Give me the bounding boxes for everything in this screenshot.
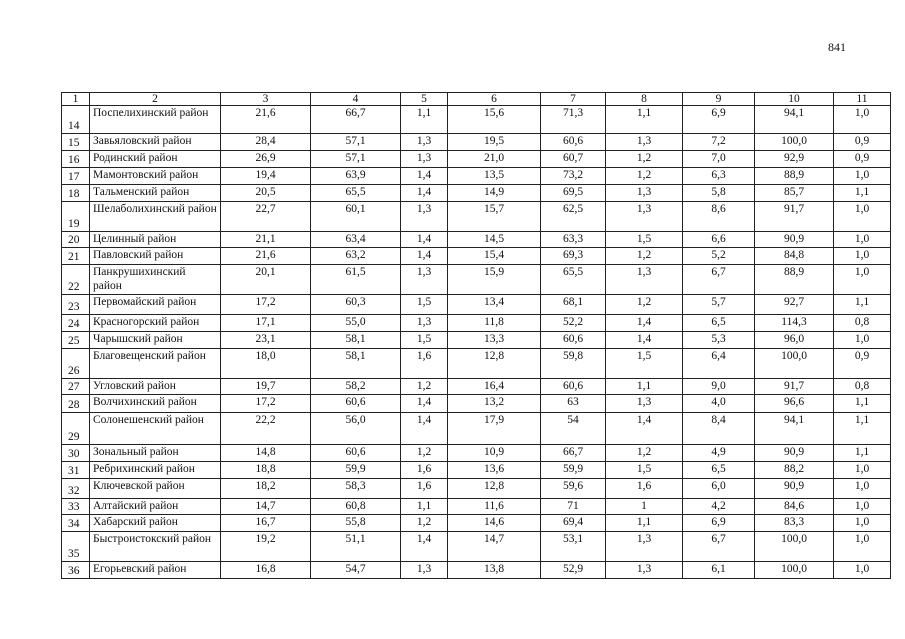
value-cell: 60,1 <box>311 202 401 232</box>
district-name: Алтайский район <box>90 499 221 515</box>
value-cell: 1 <box>606 499 683 515</box>
value-cell: 65,5 <box>541 265 606 295</box>
value-cell: 23,1 <box>221 332 311 349</box>
value-cell: 1,0 <box>834 168 891 185</box>
value-cell: 60,6 <box>311 445 401 462</box>
value-cell: 52,9 <box>541 562 606 579</box>
row-number: 28 <box>62 395 90 413</box>
value-cell: 91,7 <box>755 202 834 232</box>
value-cell: 10,9 <box>448 445 541 462</box>
row-number: 36 <box>62 562 90 579</box>
value-cell: 71,3 <box>541 106 606 134</box>
value-cell: 65,5 <box>311 185 401 202</box>
value-cell: 100,0 <box>755 532 834 562</box>
value-cell: 1,0 <box>834 232 891 248</box>
table-row <box>62 379 891 395</box>
column-header: 9 <box>683 93 755 106</box>
value-cell: 52,2 <box>541 315 606 332</box>
value-cell: 62,5 <box>541 202 606 232</box>
value-cell: 1,4 <box>401 185 448 202</box>
value-cell: 13,4 <box>448 295 541 315</box>
column-header: 6 <box>448 93 541 106</box>
value-cell: 5,8 <box>683 185 755 202</box>
value-cell: 56,0 <box>311 413 401 445</box>
value-cell: 1,1 <box>834 185 891 202</box>
value-cell: 1,3 <box>606 395 683 413</box>
value-cell: 14,7 <box>448 532 541 562</box>
value-cell: 6,7 <box>683 265 755 295</box>
value-cell: 6,9 <box>683 106 755 134</box>
value-cell: 6,1 <box>683 562 755 579</box>
value-cell: 1,3 <box>401 562 448 579</box>
district-name: Родинский район <box>90 151 221 168</box>
value-cell: 1,5 <box>606 462 683 479</box>
value-cell: 0,8 <box>834 379 891 395</box>
value-cell: 55,8 <box>311 515 401 532</box>
value-cell: 16,4 <box>448 379 541 395</box>
table-row <box>62 134 891 151</box>
value-cell: 1,1 <box>606 106 683 134</box>
value-cell: 100,0 <box>755 349 834 379</box>
district-name: Ключевской район <box>90 479 221 499</box>
value-cell: 8,4 <box>683 413 755 445</box>
value-cell: 1,5 <box>401 295 448 315</box>
table-row <box>62 445 891 462</box>
value-cell: 1,4 <box>401 413 448 445</box>
district-name: Павловский район <box>90 248 221 265</box>
value-cell: 12,8 <box>448 479 541 499</box>
row-number: 20 <box>62 232 90 248</box>
header-row <box>62 93 891 106</box>
row-number: 24 <box>62 315 90 332</box>
row-number: 35 <box>62 532 90 562</box>
value-cell: 28,4 <box>221 134 311 151</box>
value-cell: 88,2 <box>755 462 834 479</box>
value-cell: 1,3 <box>401 315 448 332</box>
district-name: Красногорский район <box>90 315 221 332</box>
value-cell: 1,0 <box>834 248 891 265</box>
value-cell: 1,1 <box>401 499 448 515</box>
value-cell: 1,3 <box>606 265 683 295</box>
value-cell: 4,0 <box>683 395 755 413</box>
value-cell: 22,2 <box>221 413 311 445</box>
value-cell: 21,1 <box>221 232 311 248</box>
value-cell: 85,7 <box>755 185 834 202</box>
value-cell: 84,6 <box>755 499 834 515</box>
row-number: 27 <box>62 379 90 395</box>
value-cell: 54,7 <box>311 562 401 579</box>
value-cell: 16,7 <box>221 515 311 532</box>
value-cell: 19,4 <box>221 168 311 185</box>
value-cell: 60,6 <box>541 379 606 395</box>
value-cell: 5,7 <box>683 295 755 315</box>
district-name: Чарышский район <box>90 332 221 349</box>
value-cell: 1,0 <box>834 532 891 562</box>
value-cell: 19,2 <box>221 532 311 562</box>
district-name: Благовещенский район <box>90 349 221 379</box>
value-cell: 69,5 <box>541 185 606 202</box>
value-cell: 58,1 <box>311 332 401 349</box>
district-name: Солонешенский район <box>90 413 221 445</box>
value-cell: 92,7 <box>755 295 834 315</box>
row-number: 22 <box>62 265 90 295</box>
table-row <box>62 315 891 332</box>
value-cell: 6,6 <box>683 232 755 248</box>
value-cell: 21,6 <box>221 248 311 265</box>
value-cell: 59,9 <box>541 462 606 479</box>
district-name: Тальменский район <box>90 185 221 202</box>
district-name: Панкрушихинский район <box>90 265 221 295</box>
value-cell: 92,9 <box>755 151 834 168</box>
value-cell: 84,8 <box>755 248 834 265</box>
value-cell: 1,0 <box>834 106 891 134</box>
table-row <box>62 349 891 379</box>
value-cell: 1,1 <box>606 379 683 395</box>
district-name: Мамонтовский район <box>90 168 221 185</box>
row-number: 30 <box>62 445 90 462</box>
value-cell: 18,2 <box>221 479 311 499</box>
value-cell: 88,9 <box>755 265 834 295</box>
table-row <box>62 395 891 413</box>
value-cell: 19,7 <box>221 379 311 395</box>
district-name: Шелаболихинский район <box>90 202 221 232</box>
value-cell: 1,0 <box>834 462 891 479</box>
value-cell: 1,1 <box>834 295 891 315</box>
district-name: Первомайский район <box>90 295 221 315</box>
value-cell: 63 <box>541 395 606 413</box>
value-cell: 14,5 <box>448 232 541 248</box>
value-cell: 6,7 <box>683 532 755 562</box>
value-cell: 58,1 <box>311 349 401 379</box>
value-cell: 1,2 <box>606 295 683 315</box>
value-cell: 1,6 <box>401 349 448 379</box>
district-name: Ребрихинский район <box>90 462 221 479</box>
value-cell: 6,3 <box>683 168 755 185</box>
column-header: 5 <box>401 93 448 106</box>
row-number: 16 <box>62 151 90 168</box>
value-cell: 1,4 <box>401 532 448 562</box>
value-cell: 6,5 <box>683 315 755 332</box>
value-cell: 58,2 <box>311 379 401 395</box>
table-row <box>62 185 891 202</box>
table-row <box>62 332 891 349</box>
value-cell: 57,1 <box>311 134 401 151</box>
row-number: 15 <box>62 134 90 151</box>
value-cell: 1,6 <box>606 479 683 499</box>
value-cell: 13,6 <box>448 462 541 479</box>
value-cell: 1,3 <box>606 134 683 151</box>
value-cell: 6,0 <box>683 479 755 499</box>
value-cell: 1,4 <box>401 232 448 248</box>
value-cell: 1,2 <box>606 168 683 185</box>
value-cell: 1,4 <box>401 168 448 185</box>
column-header: 4 <box>311 93 401 106</box>
value-cell: 63,9 <box>311 168 401 185</box>
value-cell: 1,2 <box>606 248 683 265</box>
value-cell: 1,3 <box>606 202 683 232</box>
value-cell: 1,5 <box>401 332 448 349</box>
value-cell: 14,8 <box>221 445 311 462</box>
table-row <box>62 462 891 479</box>
value-cell: 1,2 <box>401 379 448 395</box>
value-cell: 1,1 <box>834 445 891 462</box>
value-cell: 51,1 <box>311 532 401 562</box>
value-cell: 90,9 <box>755 232 834 248</box>
value-cell: 9,0 <box>683 379 755 395</box>
value-cell: 6,4 <box>683 349 755 379</box>
table-row <box>62 265 891 295</box>
value-cell: 1,0 <box>834 499 891 515</box>
value-cell: 19,5 <box>448 134 541 151</box>
value-cell: 1,1 <box>606 515 683 532</box>
district-name: Поспелихинский район <box>90 106 221 134</box>
value-cell: 68,1 <box>541 295 606 315</box>
value-cell: 15,7 <box>448 202 541 232</box>
value-cell: 1,0 <box>834 202 891 232</box>
value-cell: 1,3 <box>606 532 683 562</box>
value-cell: 63,2 <box>311 248 401 265</box>
column-header: 11 <box>834 93 891 106</box>
district-name: Завьяловский район <box>90 134 221 151</box>
value-cell: 0,9 <box>834 134 891 151</box>
value-cell: 1,1 <box>834 395 891 413</box>
value-cell: 1,0 <box>834 562 891 579</box>
value-cell: 1,4 <box>401 395 448 413</box>
row-number: 19 <box>62 202 90 232</box>
value-cell: 16,8 <box>221 562 311 579</box>
table-row <box>62 202 891 232</box>
value-cell: 1,3 <box>401 151 448 168</box>
row-number: 34 <box>62 515 90 532</box>
statistics-table <box>61 92 891 579</box>
value-cell: 7,0 <box>683 151 755 168</box>
row-number: 23 <box>62 295 90 315</box>
value-cell: 90,9 <box>755 445 834 462</box>
row-number: 18 <box>62 185 90 202</box>
row-number: 31 <box>62 462 90 479</box>
value-cell: 5,2 <box>683 248 755 265</box>
district-name: Егорьевский район <box>90 562 221 579</box>
value-cell: 13,3 <box>448 332 541 349</box>
row-number: 17 <box>62 168 90 185</box>
value-cell: 1,2 <box>401 515 448 532</box>
table-row <box>62 151 891 168</box>
value-cell: 0,9 <box>834 151 891 168</box>
table-row <box>62 515 891 532</box>
value-cell: 17,1 <box>221 315 311 332</box>
row-number: 29 <box>62 413 90 445</box>
value-cell: 60,8 <box>311 499 401 515</box>
value-cell: 1,2 <box>606 151 683 168</box>
district-name: Быстроистокский район <box>90 532 221 562</box>
value-cell: 100,0 <box>755 134 834 151</box>
row-number: 21 <box>62 248 90 265</box>
value-cell: 60,6 <box>541 134 606 151</box>
value-cell: 26,9 <box>221 151 311 168</box>
value-cell: 14,6 <box>448 515 541 532</box>
value-cell: 60,7 <box>541 151 606 168</box>
value-cell: 12,8 <box>448 349 541 379</box>
value-cell: 18,8 <box>221 462 311 479</box>
value-cell: 1,3 <box>401 265 448 295</box>
value-cell: 53,1 <box>541 532 606 562</box>
value-cell: 1,0 <box>834 479 891 499</box>
value-cell: 83,3 <box>755 515 834 532</box>
value-cell: 22,7 <box>221 202 311 232</box>
value-cell: 71 <box>541 499 606 515</box>
value-cell: 1,6 <box>401 462 448 479</box>
value-cell: 17,2 <box>221 395 311 413</box>
value-cell: 59,6 <box>541 479 606 499</box>
table-row <box>62 232 891 248</box>
district-name: Угловский район <box>90 379 221 395</box>
column-header: 2 <box>90 93 221 106</box>
column-header: 10 <box>755 93 834 106</box>
row-number: 26 <box>62 349 90 379</box>
table-row <box>62 499 891 515</box>
value-cell: 1,6 <box>401 479 448 499</box>
value-cell: 1,3 <box>606 185 683 202</box>
column-header: 8 <box>606 93 683 106</box>
value-cell: 100,0 <box>755 562 834 579</box>
value-cell: 1,3 <box>606 562 683 579</box>
value-cell: 1,1 <box>401 106 448 134</box>
value-cell: 57,1 <box>311 151 401 168</box>
page-number: 841 <box>828 40 846 54</box>
table-row <box>62 479 891 499</box>
value-cell: 1,3 <box>401 202 448 232</box>
value-cell: 1,4 <box>606 315 683 332</box>
value-cell: 66,7 <box>541 445 606 462</box>
value-cell: 13,5 <box>448 168 541 185</box>
value-cell: 15,6 <box>448 106 541 134</box>
value-cell: 7,2 <box>683 134 755 151</box>
value-cell: 69,4 <box>541 515 606 532</box>
value-cell: 6,5 <box>683 462 755 479</box>
value-cell: 4,9 <box>683 445 755 462</box>
value-cell: 94,1 <box>755 413 834 445</box>
value-cell: 17,2 <box>221 295 311 315</box>
table-row <box>62 562 891 579</box>
value-cell: 14,9 <box>448 185 541 202</box>
value-cell: 1,0 <box>834 332 891 349</box>
value-cell: 114,3 <box>755 315 834 332</box>
column-header: 3 <box>221 93 311 106</box>
value-cell: 91,7 <box>755 379 834 395</box>
value-cell: 11,6 <box>448 499 541 515</box>
value-cell: 58,3 <box>311 479 401 499</box>
value-cell: 1,5 <box>606 349 683 379</box>
table-row <box>62 532 891 562</box>
row-number: 14 <box>62 106 90 134</box>
value-cell: 8,6 <box>683 202 755 232</box>
value-cell: 66,7 <box>311 106 401 134</box>
value-cell: 88,9 <box>755 168 834 185</box>
value-cell: 13,2 <box>448 395 541 413</box>
value-cell: 1,4 <box>606 332 683 349</box>
value-cell: 96,0 <box>755 332 834 349</box>
value-cell: 69,3 <box>541 248 606 265</box>
value-cell: 17,9 <box>448 413 541 445</box>
district-name: Волчихинский район <box>90 395 221 413</box>
table-row <box>62 106 891 134</box>
value-cell: 0,8 <box>834 315 891 332</box>
value-cell: 11,8 <box>448 315 541 332</box>
column-header: 1 <box>62 93 90 106</box>
value-cell: 1,2 <box>401 445 448 462</box>
value-cell: 59,8 <box>541 349 606 379</box>
value-cell: 4,2 <box>683 499 755 515</box>
value-cell: 1,0 <box>834 265 891 295</box>
column-header: 7 <box>541 93 606 106</box>
district-name: Целинный район <box>90 232 221 248</box>
value-cell: 5,3 <box>683 332 755 349</box>
value-cell: 20,5 <box>221 185 311 202</box>
value-cell: 15,9 <box>448 265 541 295</box>
value-cell: 15,4 <box>448 248 541 265</box>
value-cell: 1,1 <box>834 413 891 445</box>
row-number: 25 <box>62 332 90 349</box>
value-cell: 60,6 <box>541 332 606 349</box>
value-cell: 18,0 <box>221 349 311 379</box>
district-name: Зональный район <box>90 445 221 462</box>
value-cell: 73,2 <box>541 168 606 185</box>
row-number: 33 <box>62 499 90 515</box>
value-cell: 54 <box>541 413 606 445</box>
value-cell: 1,0 <box>834 515 891 532</box>
value-cell: 63,3 <box>541 232 606 248</box>
value-cell: 20,1 <box>221 265 311 295</box>
value-cell: 21,6 <box>221 106 311 134</box>
table-row <box>62 413 891 445</box>
table-row <box>62 295 891 315</box>
value-cell: 1,4 <box>606 413 683 445</box>
value-cell: 0,9 <box>834 349 891 379</box>
value-cell: 55,0 <box>311 315 401 332</box>
value-cell: 1,3 <box>401 134 448 151</box>
district-name: Хабарский район <box>90 515 221 532</box>
value-cell: 6,9 <box>683 515 755 532</box>
value-cell: 1,2 <box>606 445 683 462</box>
value-cell: 94,1 <box>755 106 834 134</box>
value-cell: 59,9 <box>311 462 401 479</box>
row-number: 32 <box>62 479 90 499</box>
table-row <box>62 248 891 265</box>
value-cell: 60,6 <box>311 395 401 413</box>
value-cell: 63,4 <box>311 232 401 248</box>
table-row <box>62 168 891 185</box>
value-cell: 21,0 <box>448 151 541 168</box>
value-cell: 14,7 <box>221 499 311 515</box>
value-cell: 13,8 <box>448 562 541 579</box>
value-cell: 1,5 <box>606 232 683 248</box>
value-cell: 61,5 <box>311 265 401 295</box>
value-cell: 1,4 <box>401 248 448 265</box>
value-cell: 60,3 <box>311 295 401 315</box>
value-cell: 90,9 <box>755 479 834 499</box>
value-cell: 96,6 <box>755 395 834 413</box>
